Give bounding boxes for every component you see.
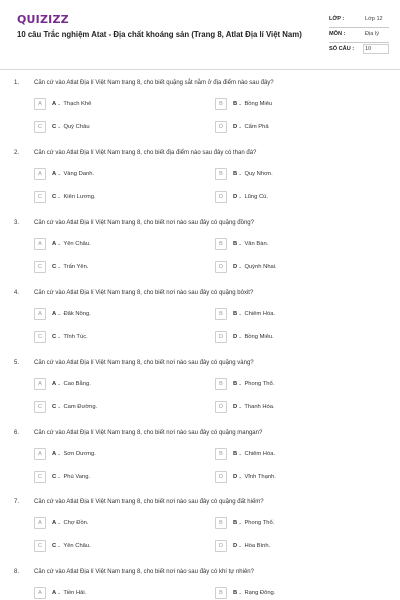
option-b[interactable]: B B . Quy Nhơn. bbox=[215, 168, 273, 180]
option-letter-bold: C bbox=[52, 474, 57, 480]
option-letter: A bbox=[34, 238, 46, 250]
option-letter-bold: C bbox=[52, 194, 57, 200]
option-d[interactable]: D D . Quỳnh Nhai. bbox=[215, 261, 277, 273]
option-text: Quỳ Châu bbox=[63, 124, 90, 130]
option-letter: A bbox=[34, 308, 46, 320]
option-letter: B bbox=[215, 238, 227, 250]
question-3 bbox=[0, 220, 400, 290]
meta-count-value: 10 bbox=[365, 46, 372, 52]
meta-divider bbox=[329, 42, 389, 43]
option-text: Hòa Bình. bbox=[244, 543, 271, 549]
question-text: Căn cứ vào Atlat Địa lí Việt Nam trang 8, cho biết quặng sắt nằm ở địa điểm nào sau đây? bbox=[34, 80, 274, 86]
option-letter-bold: A bbox=[52, 451, 57, 457]
option-c[interactable]: C C . Cam Đường. bbox=[34, 401, 97, 413]
option-letter: C bbox=[34, 401, 46, 413]
option-a[interactable]: A A . Đăk Nông. bbox=[34, 308, 91, 320]
option-b[interactable]: B B . Chiêm Hóa. bbox=[215, 448, 275, 460]
option-text: Trấn Yên. bbox=[63, 264, 89, 270]
option-letter: B bbox=[215, 587, 227, 599]
worksheet-header bbox=[0, 0, 400, 70]
question-7 bbox=[0, 499, 400, 569]
option-letter-bold: D bbox=[233, 474, 238, 480]
option-d[interactable]: D D . Cẩm Phả bbox=[215, 121, 269, 133]
option-letter-bold: C bbox=[52, 404, 57, 410]
option-letter-bold: A bbox=[52, 101, 57, 107]
option-letter: D bbox=[215, 401, 227, 413]
option-b[interactable]: B B . Phong Thổ. bbox=[215, 378, 274, 390]
option-a[interactable]: A A . Thạch Khê bbox=[34, 98, 91, 110]
option-d[interactable]: D D . Lũng Cú. bbox=[215, 191, 268, 203]
option-letter: B bbox=[215, 448, 227, 460]
question-text: Căn cứ vào Atlat Địa lí Việt Nam trang 8, cho biết địa điểm nào sau đây có than đá? bbox=[34, 150, 257, 156]
question-text: Căn cứ vào Atlat Địa lí Việt Nam trang 8, cho biết nơi nào sau đây có quặng mangan? bbox=[34, 430, 263, 436]
option-text: Thanh Hóa. bbox=[244, 404, 275, 410]
question-number: 7. bbox=[14, 499, 20, 505]
option-c[interactable]: C C . Phú Vang. bbox=[34, 471, 90, 483]
question-number: 4. bbox=[14, 290, 20, 296]
option-letter: D bbox=[215, 540, 227, 552]
option-text: Quy Nhơn. bbox=[244, 171, 273, 177]
option-d[interactable]: D D . Hòa Bình. bbox=[215, 540, 270, 552]
option-letter: C bbox=[34, 121, 46, 133]
meta-divider bbox=[329, 27, 389, 28]
option-letter: C bbox=[34, 471, 46, 483]
option-d[interactable]: D D . Thanh Hóa. bbox=[215, 401, 275, 413]
option-letter-bold: B bbox=[233, 241, 238, 247]
question-text: Căn cứ vào Atlat Địa lí Việt Nam trang 8, cho biết nơi nào sau đây có quặng đất hiếm? bbox=[34, 499, 264, 505]
question-text: Căn cứ vào Atlat Địa lí Việt Nam trang 8, cho biết nơi nào sau đây có quặng bôxit? bbox=[34, 290, 254, 296]
option-a[interactable]: A A . Chợ Đồn. bbox=[34, 517, 89, 529]
option-text: Cao Bằng. bbox=[63, 381, 91, 387]
option-letter: B bbox=[215, 98, 227, 110]
question-6 bbox=[0, 430, 400, 500]
option-text: Phú Vang. bbox=[63, 474, 91, 480]
option-c[interactable]: C C . Yên Châu. bbox=[34, 540, 91, 552]
question-text: Căn cứ vào Atlat Địa lí Việt Nam trang 8, cho biết nơi nào sau đây có quặng đồng? bbox=[34, 220, 254, 226]
option-letter-bold: D bbox=[233, 543, 238, 549]
question-text: Căn cứ vào Atlat Địa lí Việt Nam trang 8, cho biết nơi nào sau đây có quặng vàng? bbox=[34, 360, 254, 366]
option-letter-bold: B bbox=[233, 311, 238, 317]
option-c[interactable]: C C . Quỳ Châu bbox=[34, 121, 90, 133]
option-letter: C bbox=[34, 540, 46, 552]
option-text: Cam Đường. bbox=[63, 404, 98, 410]
option-a[interactable]: A A . Cao Bằng. bbox=[34, 378, 91, 390]
option-text: Vĩnh Thạnh. bbox=[244, 474, 276, 480]
option-letter-bold: B bbox=[233, 171, 238, 177]
option-b[interactable]: B B . Rạng Đông. bbox=[215, 587, 275, 599]
option-letter: A bbox=[34, 587, 46, 599]
meta-grade-value: Lớp 12 bbox=[365, 16, 383, 22]
option-letter: D bbox=[215, 191, 227, 203]
option-letter-bold: B bbox=[233, 590, 238, 596]
option-text: Yên Châu. bbox=[63, 241, 91, 247]
option-letter: B bbox=[215, 168, 227, 180]
option-a[interactable]: A A . Vàng Danh. bbox=[34, 168, 94, 180]
option-letter: D bbox=[215, 471, 227, 483]
option-letter-bold: D bbox=[233, 404, 238, 410]
option-letter: D bbox=[215, 261, 227, 273]
option-text: Bồng Miêu. bbox=[244, 334, 274, 340]
option-text: Đăk Nông. bbox=[63, 311, 91, 317]
option-letter-bold: C bbox=[52, 543, 57, 549]
option-text: Lũng Cú. bbox=[244, 194, 268, 200]
question-number: 5. bbox=[14, 360, 20, 366]
question-1 bbox=[0, 80, 400, 150]
option-text: Cẩm Phả bbox=[244, 124, 269, 130]
option-letter: A bbox=[34, 98, 46, 110]
option-text: Vàng Danh. bbox=[63, 171, 95, 177]
option-letter-bold: C bbox=[52, 264, 57, 270]
option-c[interactable]: C C . Kiên Lương. bbox=[34, 191, 96, 203]
option-text: Kiên Lương. bbox=[63, 194, 96, 200]
option-letter-bold: B bbox=[233, 381, 238, 387]
option-letter: C bbox=[34, 331, 46, 343]
question-4 bbox=[0, 290, 400, 360]
option-d[interactable]: D D . Bồng Miêu. bbox=[215, 331, 274, 343]
meta-count-label: SỐ CÂU : bbox=[329, 46, 355, 52]
option-d[interactable]: D D . Vĩnh Thạnh. bbox=[215, 471, 276, 483]
option-letter: D bbox=[215, 331, 227, 343]
question-number: 2. bbox=[14, 150, 20, 156]
option-b[interactable]: B B . Vân Bàn. bbox=[215, 238, 268, 250]
option-b[interactable]: B B . Phong Thổ. bbox=[215, 517, 274, 529]
option-a[interactable]: A A . Tiền Hải. bbox=[34, 587, 86, 599]
option-text: Tĩnh Túc. bbox=[63, 334, 88, 340]
question-number: 8. bbox=[14, 569, 20, 575]
option-letter-bold: A bbox=[52, 590, 57, 596]
option-letter-bold: D bbox=[233, 124, 238, 130]
option-b[interactable]: B B . Chiêm Hóa. bbox=[215, 308, 275, 320]
option-letter-bold: D bbox=[233, 264, 238, 270]
option-a[interactable]: A A . Sơn Dương. bbox=[34, 448, 96, 460]
option-c[interactable]: C C . Tĩnh Túc. bbox=[34, 331, 88, 343]
option-letter: B bbox=[215, 517, 227, 529]
option-text: Tiền Hải. bbox=[63, 590, 87, 596]
option-text: Chiêm Hóa. bbox=[244, 451, 276, 457]
option-letter-bold: B bbox=[233, 451, 238, 457]
option-letter: B bbox=[215, 378, 227, 390]
option-letter-bold: C bbox=[52, 334, 57, 340]
option-letter: C bbox=[34, 191, 46, 203]
meta-subject-value: Địa lý bbox=[365, 31, 379, 37]
option-letter: B bbox=[215, 308, 227, 320]
option-letter-bold: A bbox=[52, 311, 57, 317]
question-text: Căn cứ vào Atlat Địa lí Việt Nam trang 8, cho biết nơi nào sau đây có khí tự nhiên? bbox=[34, 569, 254, 575]
option-letter-bold: B bbox=[233, 520, 238, 526]
option-letter: D bbox=[215, 121, 227, 133]
option-text: Chiêm Hóa. bbox=[244, 311, 276, 317]
option-text: Rạng Đông. bbox=[244, 590, 276, 596]
option-text: Quỳnh Nhai. bbox=[244, 264, 277, 270]
option-text: Yên Châu. bbox=[63, 543, 91, 549]
option-letter-bold: D bbox=[233, 334, 238, 340]
option-text: Chợ Đồn. bbox=[63, 520, 89, 526]
option-a[interactable]: A A . Yên Châu. bbox=[34, 238, 91, 250]
quizizz-logo: QUIZIZZ bbox=[17, 13, 69, 26]
option-text: Phong Thổ. bbox=[244, 381, 275, 387]
option-letter-bold: A bbox=[52, 171, 57, 177]
option-letter: C bbox=[34, 261, 46, 273]
option-letter-bold: A bbox=[52, 241, 57, 247]
question-number: 1. bbox=[14, 80, 20, 86]
question-5 bbox=[0, 360, 400, 430]
option-text: Sơn Dương. bbox=[63, 451, 96, 457]
option-letter: A bbox=[34, 448, 46, 460]
option-letter: A bbox=[34, 168, 46, 180]
question-number: 6. bbox=[14, 430, 20, 436]
question-number: 3. bbox=[14, 220, 20, 226]
option-c[interactable]: C C . Trấn Yên. bbox=[34, 261, 88, 273]
worksheet-title: 10 câu Trắc nghiệm Atat - Địa chất khoáng sản (Trang 8, Atlat Địa lí Việt Nam) bbox=[17, 30, 302, 39]
option-letter: A bbox=[34, 378, 46, 390]
option-letter: A bbox=[34, 517, 46, 529]
option-letter-bold: A bbox=[52, 381, 57, 387]
option-text: Bồng Miêu bbox=[244, 101, 273, 107]
option-b[interactable]: B B . Bồng Miêu bbox=[215, 98, 272, 110]
option-text: Vân Bàn. bbox=[244, 241, 269, 247]
question-8 bbox=[0, 569, 400, 600]
meta-subject-label: MÔN : bbox=[329, 31, 346, 37]
option-letter-bold: A bbox=[52, 520, 57, 526]
question-2 bbox=[0, 150, 400, 220]
option-letter-bold: B bbox=[233, 101, 238, 107]
option-text: Thạch Khê bbox=[63, 101, 92, 107]
option-letter-bold: D bbox=[233, 194, 238, 200]
meta-grade-label: LỚP : bbox=[329, 16, 345, 22]
option-letter-bold: C bbox=[52, 124, 57, 130]
option-text: Phong Thổ. bbox=[244, 520, 275, 526]
